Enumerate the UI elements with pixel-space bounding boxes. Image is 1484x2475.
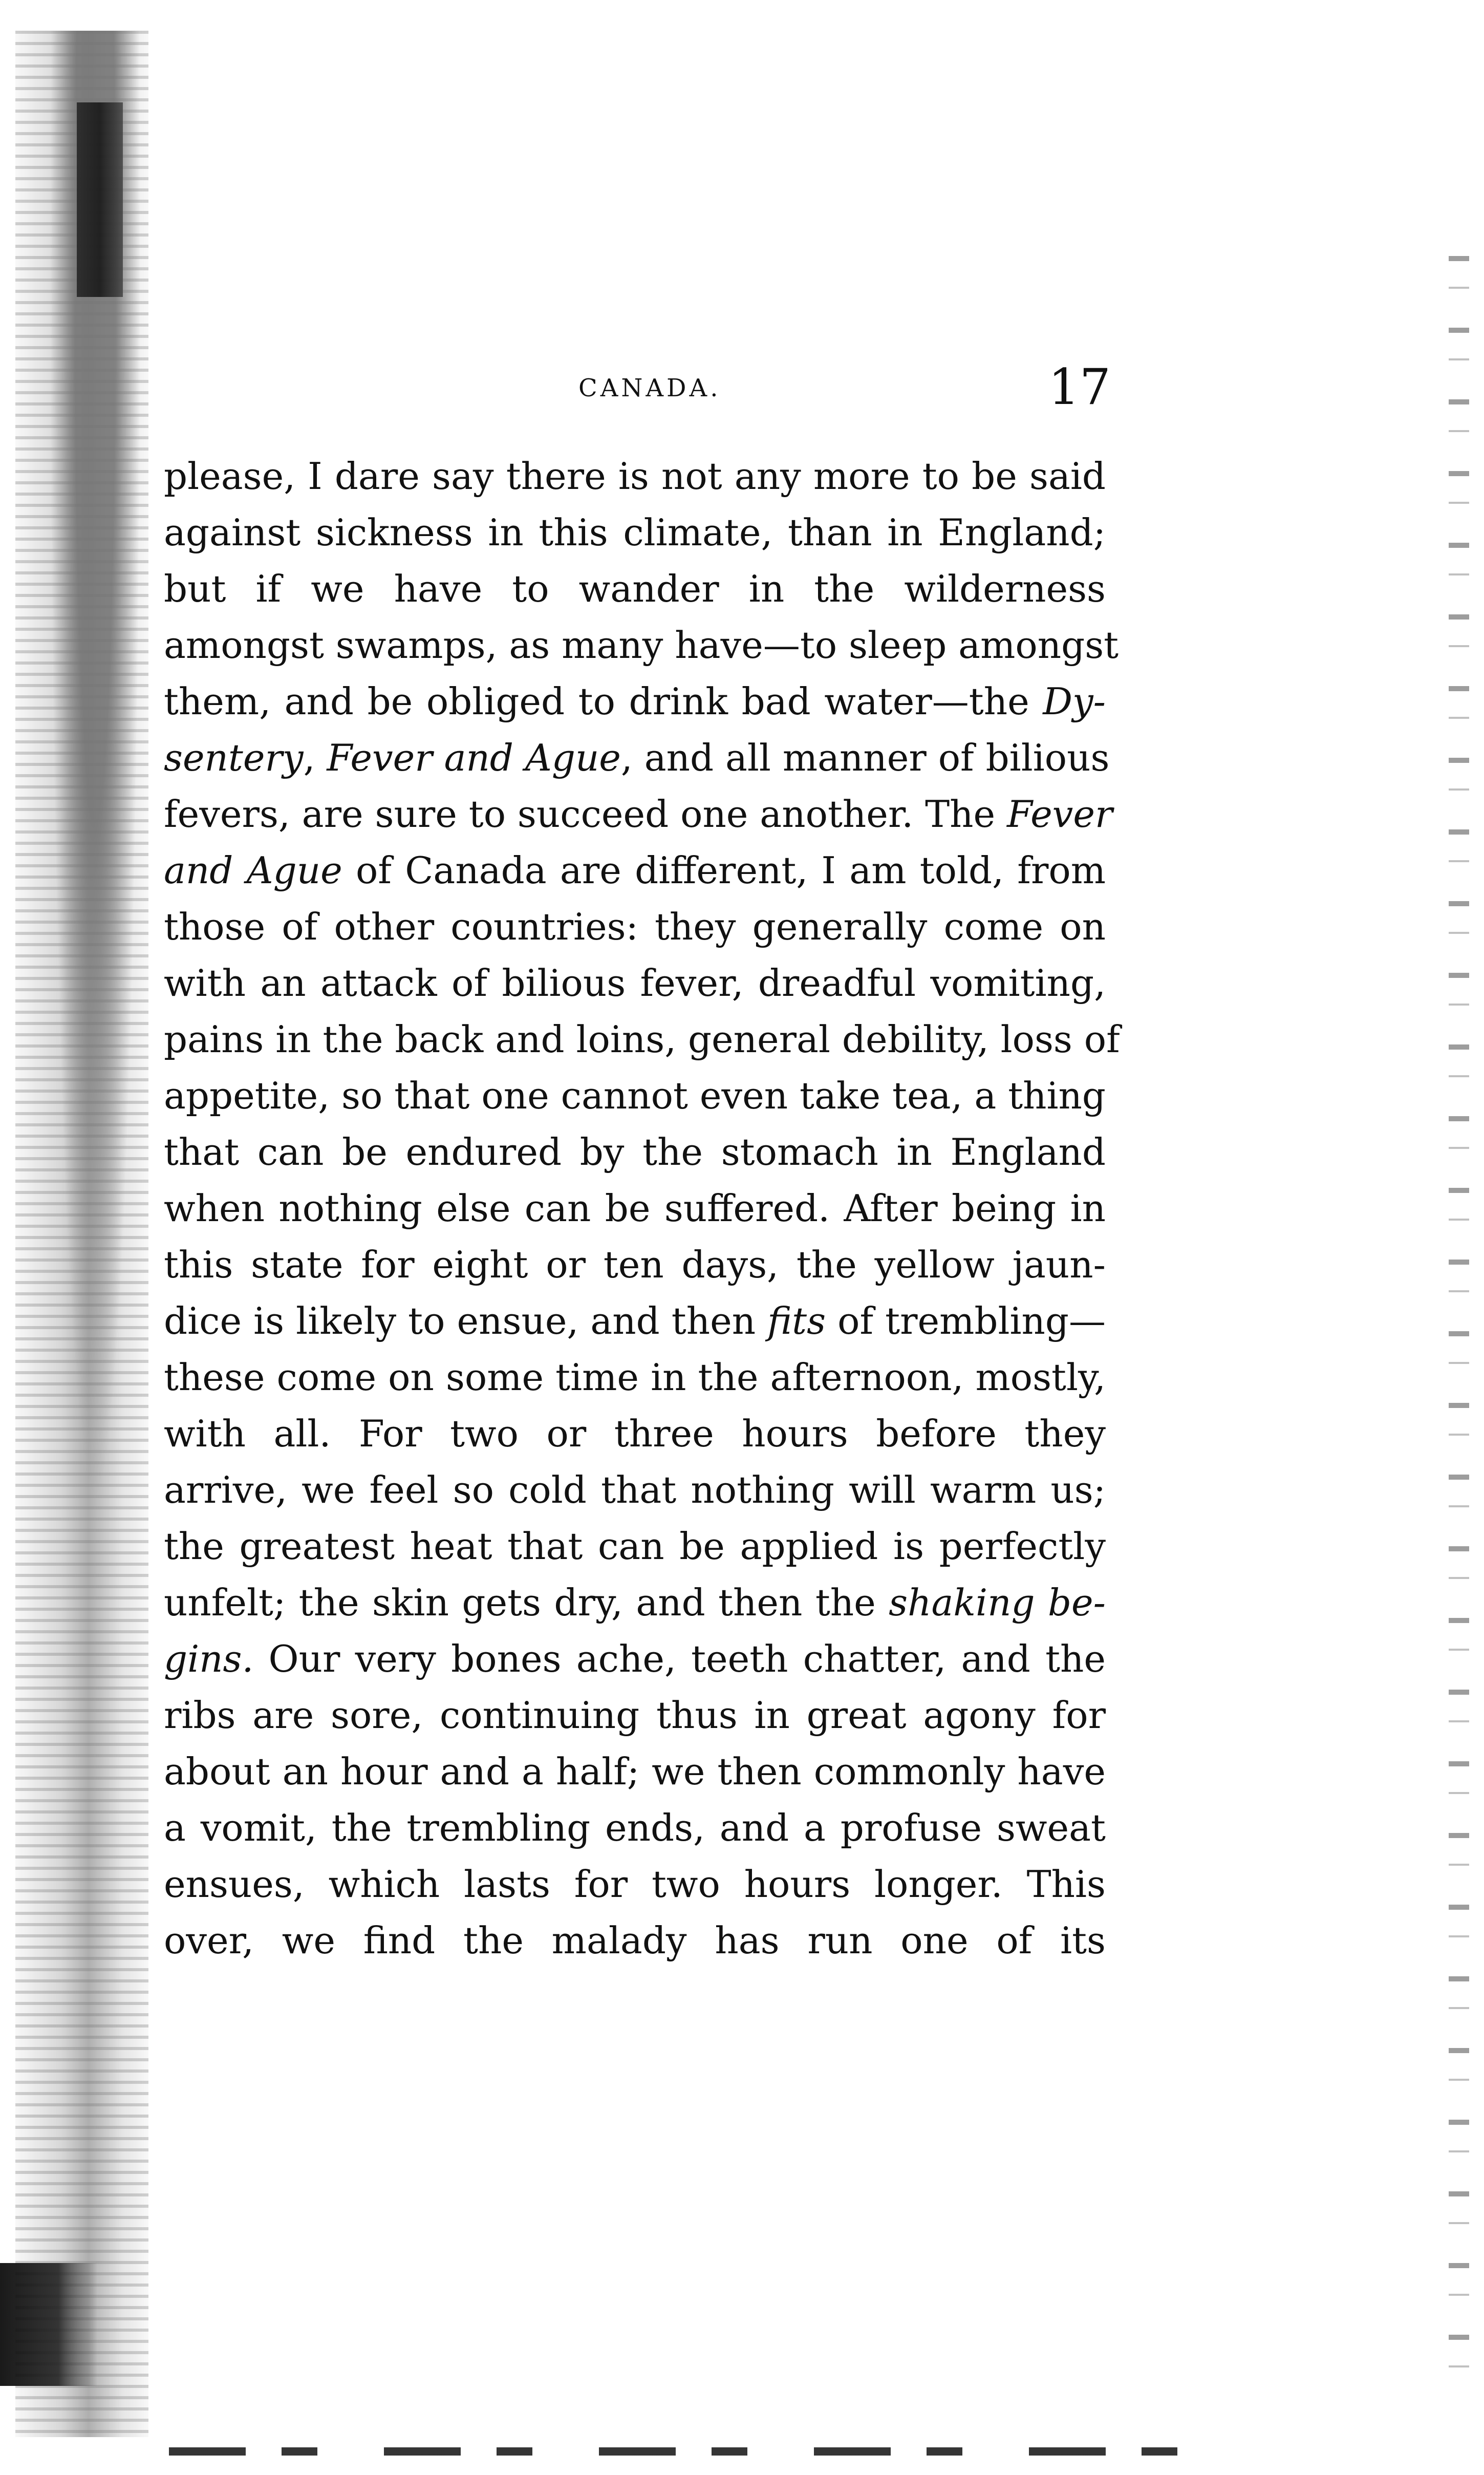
text-segment: those of other countries: they generally come on [164, 905, 1106, 948]
text-segment: arrive, we feel so cold that nothing will warm us; [164, 1468, 1106, 1511]
text-segment: that can be endured by the stomach in England [164, 1130, 1106, 1174]
italic-text: sentery [164, 736, 304, 779]
text-line [164, 448, 1106, 504]
text-segment: of Canada are different, I am told, from [342, 849, 1106, 892]
text-segment: , [303, 736, 327, 779]
text-line [164, 842, 1106, 899]
text-segment: against sickness in this climate, than in England; [164, 511, 1106, 554]
text-segment: amongst swamps, as many have—to sleep amongst [164, 624, 1119, 667]
text-segment: of trembling— [826, 1299, 1106, 1342]
text-line [164, 1293, 1106, 1349]
text-line [164, 504, 1106, 561]
text-segment: this state for eight or ten days, the yellow jaun- [164, 1243, 1106, 1286]
scan-bottom-marks [169, 2447, 1193, 2456]
text-line [164, 1462, 1106, 1518]
scan-right-edge [1449, 256, 1469, 2406]
text-segment: , and all manner of bilious [620, 736, 1110, 779]
body-text [164, 448, 1120, 1969]
text-line [164, 1574, 1106, 1631]
text-line [164, 730, 1110, 786]
text-segment: but if we have to wander in the wilderness [164, 567, 1106, 610]
text-segment: when nothing else can be suffered. After being in [164, 1187, 1106, 1230]
text-line [164, 1518, 1106, 1574]
text-line [164, 1912, 1106, 1969]
text-segment: ribs are sore, continuing thus in great agony for [164, 1694, 1106, 1737]
italic-text: fits [767, 1299, 826, 1342]
text-line [164, 899, 1106, 955]
text-line [164, 1349, 1106, 1405]
text-line [164, 617, 1119, 673]
text-line [164, 786, 1113, 842]
text-line [164, 1068, 1106, 1124]
text-segment: please, I dare say there is not any more to be said [164, 455, 1106, 498]
text-line [164, 955, 1106, 1011]
italic-text: gins. [164, 1637, 254, 1680]
text-line [164, 1011, 1120, 1068]
scan-binding-bottom [0, 2263, 97, 2386]
page-number: 17 [1048, 358, 1111, 416]
text-line [164, 1800, 1106, 1856]
text-line [164, 561, 1106, 617]
text-line [164, 1405, 1106, 1462]
text-line [164, 1180, 1106, 1236]
scan-binding-shadow [77, 102, 123, 297]
text-segment: Our very bones ache, teeth chatter, and the [253, 1637, 1106, 1680]
text-segment: them, and be obliged to drink bad water—the [164, 680, 1043, 723]
scan-binding-edge [15, 31, 148, 2437]
text-segment: ensues, which lasts for two hours longer. This [164, 1863, 1106, 1906]
italic-text: and Ague [164, 849, 342, 892]
text-segment: with all. For two or three hours before they [164, 1412, 1106, 1455]
text-line [164, 1631, 1106, 1687]
text-segment: unfelt; the skin gets dry, and then the [164, 1581, 889, 1624]
text-line [164, 673, 1106, 730]
italic-text: Fever and Ague [327, 736, 621, 779]
italic-text: Dy- [1043, 680, 1106, 723]
text-segment: with an attack of bilious fever, dreadful vomiting, [164, 962, 1106, 1005]
text-line [164, 1856, 1106, 1912]
text-segment: the greatest heat that can be applied is perfectly [164, 1525, 1106, 1568]
text-line [164, 1743, 1106, 1800]
running-head: CANADA. [578, 374, 721, 402]
text-segment: over, we find the malady has run one of its [164, 1919, 1106, 1962]
text-segment: dice is likely to ensue, and then [164, 1299, 768, 1342]
text-segment: fevers, are sure to succeed one another. The [164, 793, 1007, 836]
text-segment: pains in the back and loins, general debility, loss of [164, 1018, 1120, 1061]
text-segment: about an hour and a half; we then commonly have [164, 1750, 1106, 1793]
italic-text: Fever [1007, 793, 1113, 836]
text-segment: a vomit, the trembling ends, and a profuse sweat [164, 1806, 1106, 1849]
text-segment: these come on some time in the afternoon, mostly, [164, 1356, 1106, 1399]
text-line [164, 1236, 1106, 1293]
italic-text: shaking be- [889, 1581, 1106, 1624]
text-line [164, 1124, 1106, 1180]
text-segment: appetite, so that one cannot even take tea, a thing [164, 1074, 1106, 1117]
page-header [169, 358, 1111, 415]
text-line [164, 1687, 1106, 1743]
